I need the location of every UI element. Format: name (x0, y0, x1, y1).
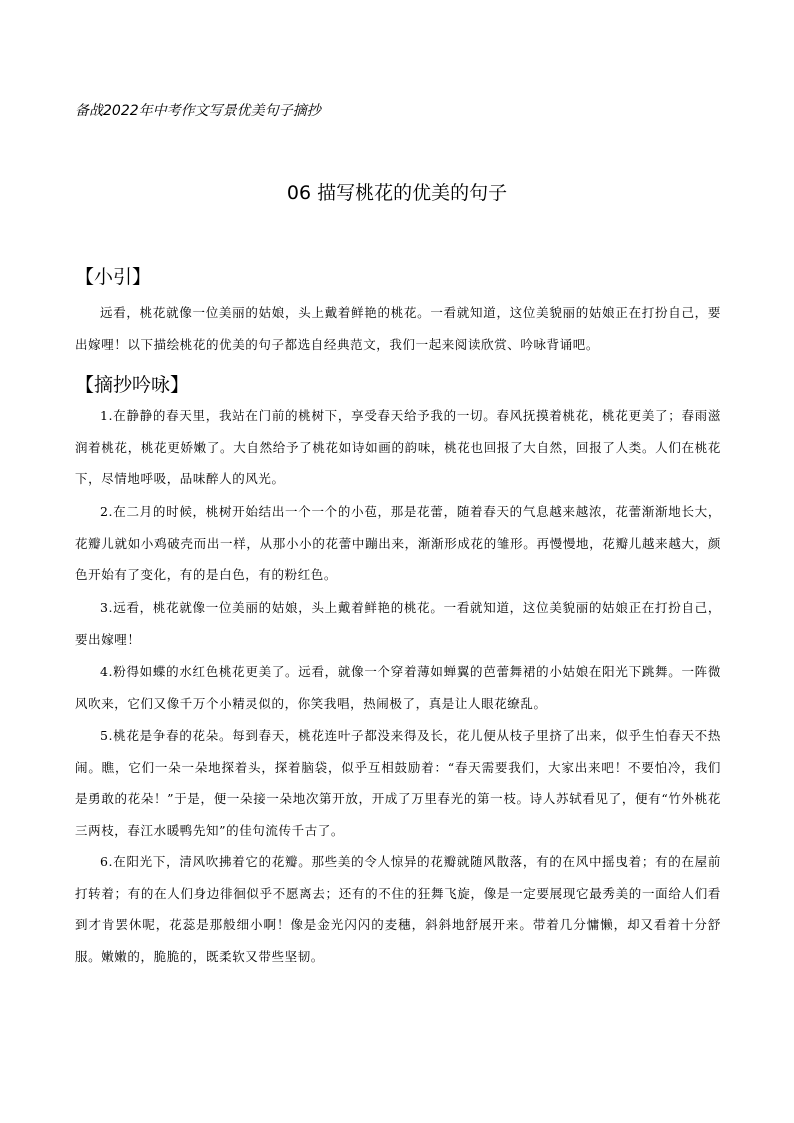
excerpt-paragraph-2: 2.在二月的时候，桃树开始结出一个一个的小苞，那是花蕾，随着春天的气息越来越浓，花蕾渐渐地长大，花瓣儿就如小鸡破壳而出一样，从那小小的花蕾中蹦出来，渐渐形成花的雏形。再慢慢地，花瓣儿越来越大，颜色开始有了变化，有的是白色，有的粉红色。 (75, 504, 721, 582)
excerpt-paragraph-5: 5.桃花是争春的花朵。每到春天，桃花连叶子都没来得及长，花儿便从枝子里挤了出来，似乎生怕春天不热闹。瞧，它们一朵一朵地探着头，探着脑袋，似乎互相鼓励着：“春天需要我们，大家出来吧！不要怕冷，我们是勇敢的花朵！”于是，便一朵接一朵地次第开放，开成了万里春光的第一枝。诗人苏轼看见了，便有“竹外桃花三两枝，春江水暖鸭先知”的佳句流传千古了。 (75, 728, 721, 838)
excerpt-paragraph-6: 6.在阳光下，清风吹拂着它的花瓣。那些美的令人惊异的花瓣就随风散落，有的在风中摇曳着；有的在屋前打转着；有的在人们身边徘徊似乎不愿离去；还有的不住的狂舞飞旋，像是一定要展现它最秀美的一面给人们看到才肯罢休呢，花蕊是那般细小啊！像是金光闪闪的麦穗，斜斜地舒展开来。带着几分慵懒，却又看着十分舒服。嫩嫩的，脆脆的，既柔软又带些坚韧。 (75, 854, 721, 964)
excerpts-heading: 【摘抄吟咏】 (75, 374, 190, 396)
intro-paragraph: 远看，桃花就像一位美丽的姑娘，头上戴着鲜艳的桃花。一看就知道，这位美貌丽的姑娘正在打扮自己，要出嫁哩！以下描绘桃花的优美的句子都选自经典范文，我们一起来阅读欣赏、吟咏背诵吧。 (75, 305, 721, 352)
excerpt-paragraph-4: 4.粉得如蝶的水红色桃花更美了。远看，就像一个穿着薄如蝉翼的芭蕾舞裙的小姑娘在阳光下跳舞。一阵微风吹来，它们又像千万个小精灵似的，你笑我唱，热闹极了，真是让人眼花缭乱。 (75, 664, 721, 711)
document-title: 06 描写桃花的优美的句子 (286, 182, 508, 204)
excerpt-paragraph-1: 1.在静静的春天里，我站在门前的桃树下，享受春天给予我的一切。春风抚摸着桃花，桃花更美了；春雨滋润着桃花，桃花更娇嫩了。大自然给予了桃花如诗如画的韵味，桃花也回报了大自然，回报了人类。人们在桃花下，尽情地呼吸，品味醉人的风光。 (75, 408, 721, 486)
intro-heading: 【小引】 (75, 266, 152, 288)
series-title: 备战2022年中考作文写景优美句子摘抄 (75, 103, 321, 119)
excerpt-paragraph-3: 3.远看，桃花就像一位美丽的姑娘，头上戴着鲜艳的桃花。一看就知道，这位美貌丽的姑娘正在打扮自己，要出嫁哩！ (75, 600, 721, 647)
